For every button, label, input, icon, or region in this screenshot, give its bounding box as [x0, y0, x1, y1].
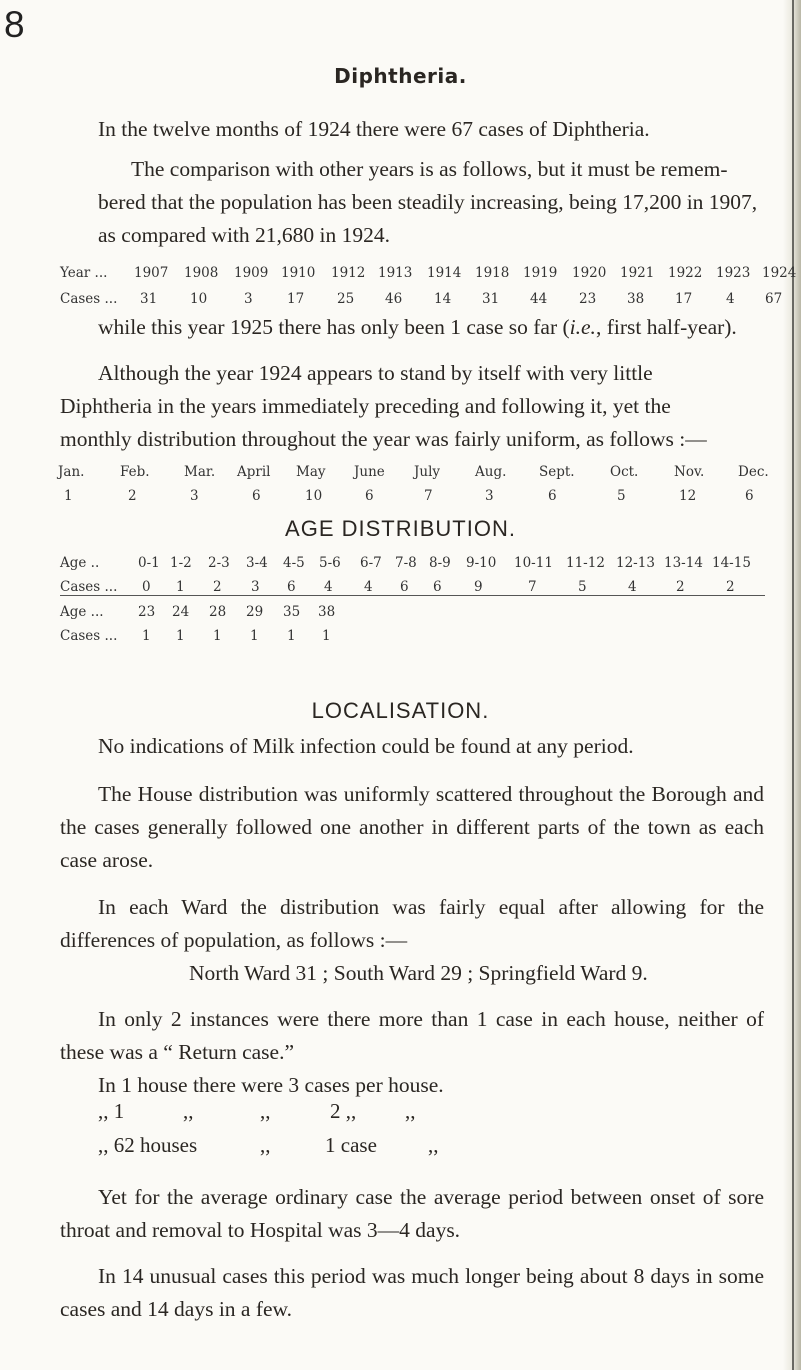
year-cell: 1922 [668, 265, 703, 281]
month-value: 12 [679, 488, 697, 504]
age-cell: 28 [209, 604, 227, 620]
month-label: July [414, 464, 441, 480]
age-distribution-heading: AGE DISTRIBUTION. [285, 516, 516, 541]
year-cell: 1910 [281, 265, 316, 281]
age-case-cell: 1 [213, 628, 222, 644]
localisation-heading: LOCALISATION. [311, 698, 490, 723]
year-cell: 1924 [762, 265, 797, 281]
ditto-line-3-d: ,, [428, 1133, 439, 1157]
month-label: Mar. [184, 464, 216, 480]
age-case-cell: 2 [726, 579, 735, 595]
ditto-line-2-e: ,, [405, 1099, 416, 1123]
case-cell: 25 [337, 291, 355, 307]
age-case-cell: 7 [528, 579, 537, 595]
case-cell: 17 [287, 291, 305, 307]
age-range-cell: 5-6 [319, 555, 341, 571]
year-cell: 1909 [234, 265, 269, 281]
comparison-line-1: The comparison with other years is as follows, but it must be remem- [131, 157, 728, 181]
ditto-line-3-b: ,, [260, 1133, 271, 1157]
while-text-post: , first half-year). [595, 315, 737, 339]
age-cell: 24 [172, 604, 190, 620]
month-value: 3 [190, 488, 199, 504]
comparison-line-2: bered that the population has been steadily increasing, being 17,200 in 1907, [98, 190, 758, 214]
age-case-cell: 1 [287, 628, 296, 644]
age-case-cell: 1 [176, 579, 185, 595]
month-label: Aug. [475, 464, 507, 480]
milk-infection-paragraph: No indications of Milk infection could be found at any period. [98, 734, 634, 758]
intro-paragraph: In the twelve months of 1924 there were 67 cases of Diphtheria. [98, 117, 650, 141]
month-label: Nov. [674, 464, 705, 480]
age-range-cell: 2-3 [208, 555, 230, 571]
monthly-line-2: Diphtheria in the years immediately preceding and following it, yet the [60, 394, 671, 418]
age-cell: 38 [318, 604, 336, 620]
month-value: 6 [252, 488, 261, 504]
age-range-cell: 6-7 [360, 555, 382, 571]
age-cell: 29 [246, 604, 264, 620]
age-case-cell: 3 [251, 579, 260, 595]
house-distribution-paragraph: The House distribution was uniformly scattered throughout the Borough and the cases generally followed one another in different parts of the town as each case arose. [60, 782, 764, 872]
month-label: Feb. [120, 464, 150, 480]
age-cell: 35 [283, 604, 301, 620]
page-edge-line [792, 0, 794, 1370]
ward-distribution-paragraph: In each Ward the distribution was fairly equal after allowing for the differences of population, as follows :— [60, 895, 764, 952]
age-case-cell: 4 [628, 579, 637, 595]
while-this-year-line [98, 311, 737, 344]
month-label: June [354, 464, 385, 480]
age-case-cell: 1 [142, 628, 151, 644]
month-value: 2 [128, 488, 137, 504]
age-case-cell: 9 [474, 579, 483, 595]
month-label: Dec. [738, 464, 769, 480]
year-cell: 1921 [620, 265, 655, 281]
month-value: 5 [617, 488, 626, 504]
monthly-line-1: Although the year 1924 appears to stand by itself with very little [98, 361, 653, 385]
case-cell: 67 [765, 291, 783, 307]
cases-row-label: Cases ... [60, 628, 118, 644]
ditto-line-3-c: 1 case [325, 1133, 377, 1157]
case-cell: 3 [244, 291, 253, 307]
month-value: 6 [548, 488, 557, 504]
case-cell: 46 [385, 291, 403, 307]
case-cell: 38 [627, 291, 645, 307]
age-row-label: Age .. [60, 555, 100, 571]
age-case-cell: 2 [676, 579, 685, 595]
age-range-cell: 14-15 [712, 555, 751, 571]
month-label: April [237, 464, 271, 480]
age-case-cell: 6 [433, 579, 442, 595]
case-cell: 4 [726, 291, 735, 307]
age-range-cell: 8-9 [429, 555, 451, 571]
age-range-cell: 11-12 [566, 555, 605, 571]
ditto-line-2-a: ,, 1 [98, 1099, 125, 1123]
year-row-label: Year ... [60, 265, 108, 281]
year-cell: 1920 [572, 265, 607, 281]
year-cell: 1908 [184, 265, 219, 281]
case-cell: 44 [530, 291, 548, 307]
ditto-line-2-d: 2 ,, [330, 1099, 357, 1123]
month-label: Sept. [539, 464, 575, 480]
month-value: 10 [305, 488, 323, 504]
age-range-cell: 3-4 [246, 555, 268, 571]
age-range-cell: 0-1 [138, 555, 160, 571]
month-label: Jan. [58, 464, 85, 480]
age-range-cell: 10-11 [514, 555, 553, 571]
while-text-pre: while this year 1925 there has only been 1 case so far ( [98, 315, 570, 339]
year-cell: 1912 [331, 265, 366, 281]
instances-paragraph: In only 2 instances were there more than 1 case in each house, neither of these was a “ Return case.” [60, 1007, 764, 1064]
year-cell: 1923 [716, 265, 751, 281]
age-range-cell: 12-13 [616, 555, 655, 571]
month-value: 6 [365, 488, 374, 504]
month-value: 3 [485, 488, 494, 504]
month-label: May [296, 464, 326, 480]
age-row-label: Age ... [60, 604, 104, 620]
age-case-cell: 1 [250, 628, 259, 644]
age-case-cell: 2 [213, 579, 222, 595]
month-value: 7 [424, 488, 433, 504]
comparison-line-3: as compared with 21,680 in 1924. [98, 223, 390, 247]
case-cell: 17 [675, 291, 693, 307]
age-range-cell: 4-5 [283, 555, 305, 571]
age-range-cell: 7-8 [395, 555, 417, 571]
age-case-cell: 4 [324, 579, 333, 595]
cases-row-label: Cases ... [60, 579, 118, 595]
age-range-cell: 1-2 [170, 555, 192, 571]
house-cases-line-1: In 1 house there were 3 cases per house. [98, 1073, 444, 1097]
table-divider-rule [60, 595, 765, 596]
case-cell: 14 [434, 291, 452, 307]
age-case-cell: 6 [287, 579, 296, 595]
case-cell: 23 [579, 291, 597, 307]
month-value: 1 [64, 488, 73, 504]
month-value: 6 [745, 488, 754, 504]
year-cell: 1913 [378, 265, 413, 281]
age-range-cell: 13-14 [664, 555, 703, 571]
age-case-cell: 1 [322, 628, 331, 644]
age-case-cell: 5 [578, 579, 587, 595]
age-case-cell: 6 [400, 579, 409, 595]
ditto-line-2-b: ,, [183, 1099, 194, 1123]
year-cell: 1919 [523, 265, 558, 281]
ward-counts-line: North Ward 31 ; South Ward 29 ; Springfield Ward 9. [189, 961, 648, 985]
year-cell: 1918 [475, 265, 510, 281]
age-range-cell: 9-10 [466, 555, 497, 571]
age-case-cell: 0 [142, 579, 151, 595]
ditto-line-3-a: ,, 62 houses [98, 1133, 198, 1157]
month-label: Oct. [610, 464, 639, 480]
monthly-line-3: monthly distribution throughout the year was fairly uniform, as follows :— [60, 427, 707, 451]
unusual-cases-paragraph: In 14 unusual cases this period was much longer being about 8 days in some cases and 14 days in a few. [60, 1264, 764, 1321]
page-number: 8 [4, 4, 25, 45]
year-cell: 1914 [427, 265, 462, 281]
case-cell: 31 [140, 291, 158, 307]
section-heading-diphtheria: Diphtheria. [334, 64, 467, 88]
case-cell: 10 [190, 291, 208, 307]
age-case-cell: 1 [176, 628, 185, 644]
while-text-ie: i.e. [569, 315, 596, 339]
ditto-line-2-c: ,, [260, 1099, 271, 1123]
average-period-paragraph: Yet for the average ordinary case the average period between onset of sore throat and removal to Hospital was 3—4 days. [60, 1185, 764, 1242]
age-case-cell: 4 [364, 579, 373, 595]
cases-row-label: Cases ... [60, 291, 118, 307]
year-cell: 1907 [134, 265, 169, 281]
case-cell: 31 [482, 291, 500, 307]
age-cell: 23 [138, 604, 156, 620]
